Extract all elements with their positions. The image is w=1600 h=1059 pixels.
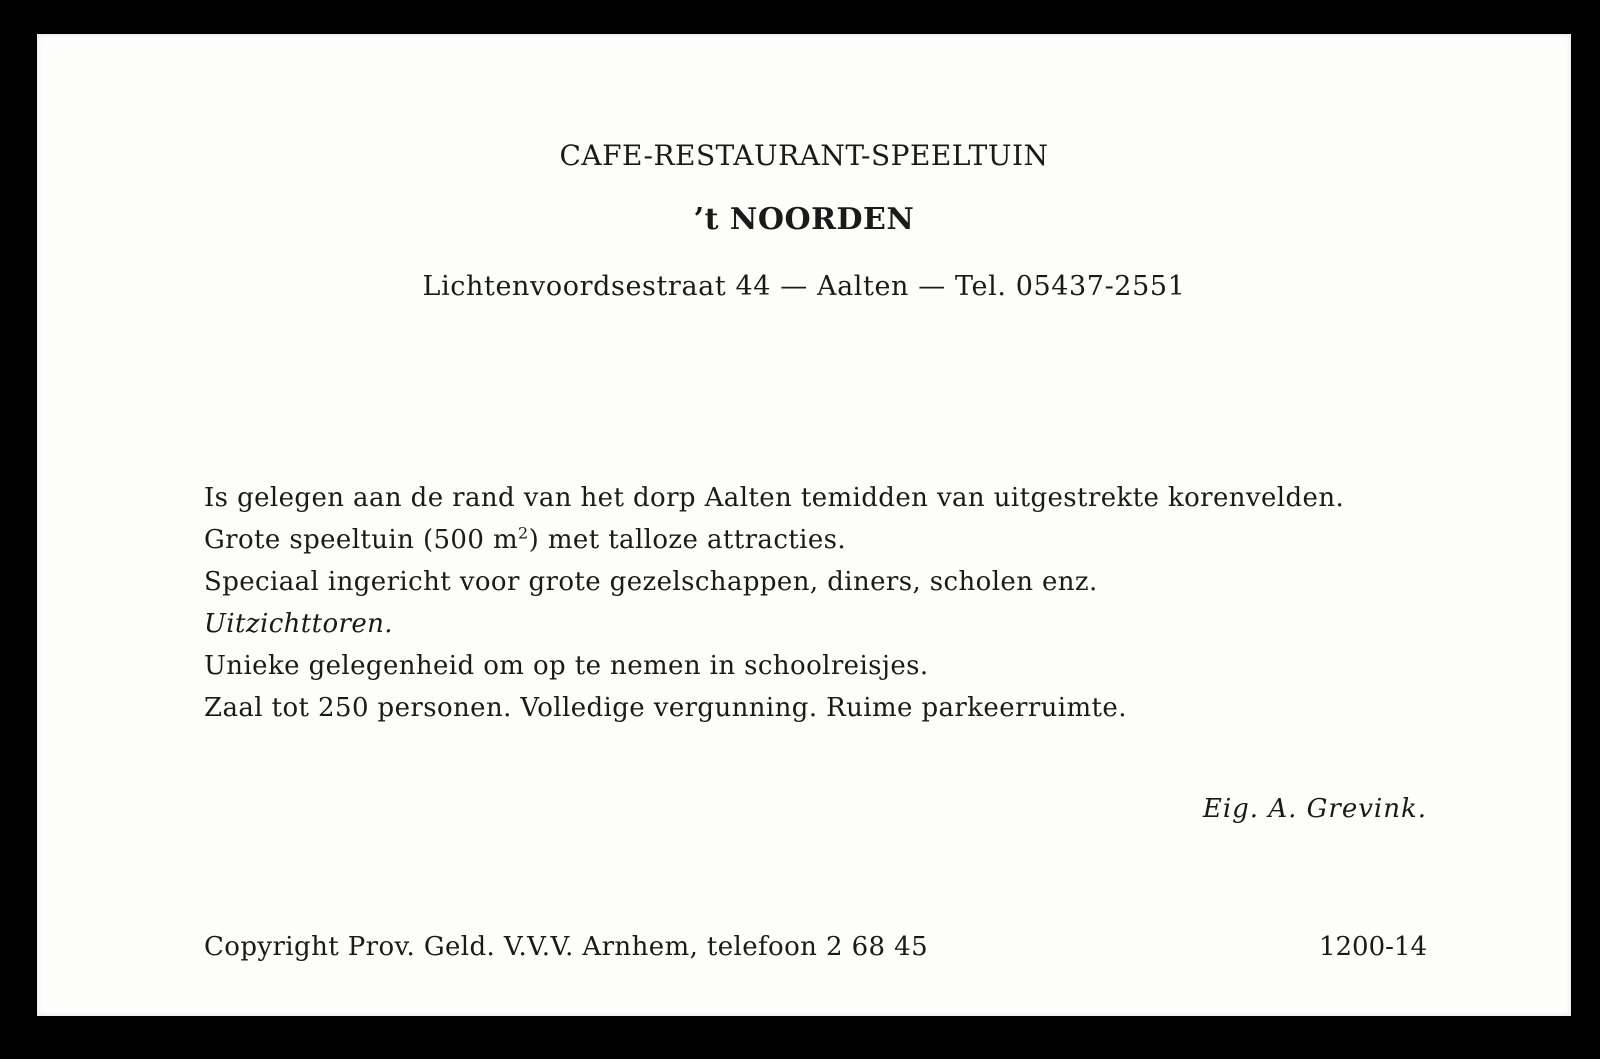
business-name-heading: ’t NOORDEN	[693, 202, 915, 237]
owner-signature: Eig. A. Grevink.	[1202, 794, 1427, 824]
superscript: 2	[518, 523, 529, 543]
postcard	[37, 34, 1571, 1016]
business-type-heading: CAFE-RESTAURANT-SPEELTUIN	[559, 139, 1049, 172]
description-block	[204, 477, 1454, 729]
description-line: Zaal tot 250 personen. Volledige vergunning. Ruime parkeerruimte.	[204, 693, 1127, 723]
copyright-notice: Copyright Prov. Geld. V.V.V. Arnhem, telefoon 2 68 45	[204, 932, 929, 962]
address-line: Lichtenvoordsestraat 44 — Aalten — Tel. 05437-2551	[422, 271, 1186, 302]
description-text: ) met talloze attracties.	[528, 525, 847, 555]
description-line: Uitzichttoren.	[204, 609, 393, 639]
description-line: Unieke gelegenheid om op te nemen in schoolreisjes.	[204, 651, 929, 681]
description-line	[204, 519, 1454, 561]
description-text: Grote speeltuin (500 m	[204, 525, 519, 555]
description-line: Speciaal ingericht voor grote gezelschappen, diners, scholen enz.	[204, 567, 1098, 597]
description-line: Is gelegen aan de rand van het dorp Aalten temidden van uitgestrekte korenvelden.	[204, 483, 1345, 513]
card-code: 1200-14	[1318, 932, 1427, 962]
